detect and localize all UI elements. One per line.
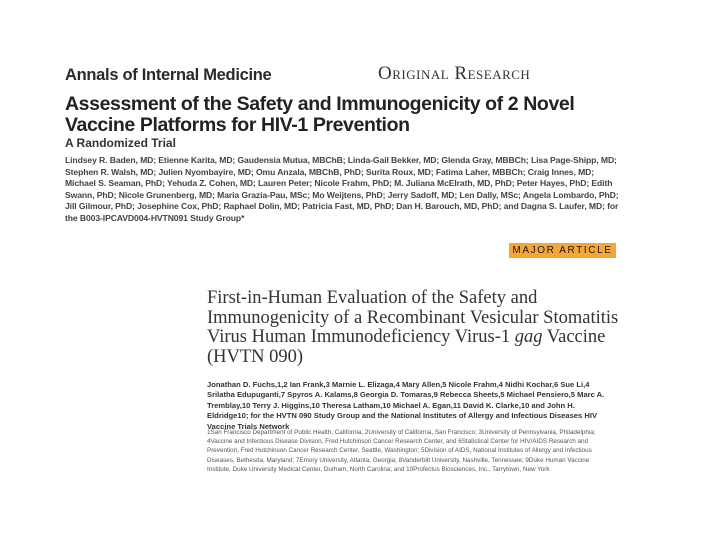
article-subtitle-1: A Randomized Trial <box>65 136 176 150</box>
journal-name: Annals of Internal Medicine <box>65 66 272 84</box>
article-title-2: First-in-Human Evaluation of the Safety and Immunogenicity of a Recombinant Vesicular Stomatitis Virus Human Immunodeficiency Virus-1 gag Vaccine (HVTN 090) <box>207 288 619 367</box>
author-list-1: Lindsey R. Baden, MD; Etienne Karita, MD; Gaudensia Mutua, MBChB; Linda-Gail Bekker, MD; Glenda Gray, MBBCh; Lisa Page-Shipp, MD; Stephen R. Walsh, MD; Julien Nyombayire, MD; Omu Anzala, MBChB, PhD; Surita Roux, MD; Fatima Laher, MBBCh; Craig Innes, MD; Michael S. Seaman, PhD; Yehuda Z. Cohen, MD; Lauren Peter; Nicole Frahm, PhD; M. Juliana McElrath, MD, PhD; Peter Hayes, PhD; Edith Swann, PhD; Nicole Grunenberg, MD; Maria Grazia-Pau, MSc; Mo Weijtens, PhD; Jerry Sadoff, MD; Len Dally, MSc; Angela Lombardo, PhD; Jill Gilmour, PhD; Josephine Cox, PhD; Raphael Dolin, MD; Patricia Fast, MD, PhD; Dan H. Barouch, MD, PhD; and Dagna S. Laufer, MD; for the B003-IPCAVD004-HVTN091 Study Group* <box>65 155 619 223</box>
section-label: Original Research <box>378 63 531 84</box>
author-list-2: Jonathan D. Fuchs,1,2 Ian Frank,3 Marnie L. Elizaga,4 Mary Allen,5 Nicole Frahm,4 Nidhi Kochar,6 Sue Li,4 Srilatha Edupuganti,7 Spyros A. Kalams,8 Georgia D. Tomaras,9 Rebecca Sheets,5 Michael Pensiero,5 Marc A. Tremblay,10 Terry J. Higgins,10 Theresa Latham,10 Michael A. Egan,11 David K. Clarke,10 and John H. Eldridge10; for the HVTN 090 Study Group and the National Institutes of Allergy and Infectious Diseases HIV Vaccine Trials Network <box>207 380 605 431</box>
article-title-1: Assessment of the Safety and Immunogenicity of 2 Novel Vaccine Platforms for HIV-1 Prevention <box>65 93 575 136</box>
major-article-badge: MAJOR ARTICLE <box>509 243 616 258</box>
affiliations-2: 1San Francisco Department of Public Health, California; 2University of California, San Francisco; 3University of Pennsylvania, Philadelphia; 4Vaccine and Infectious Disease Division, Fred Hutchinson Cancer Research Center, and 6Statistical Center for HIV/AIDS Research and Prevention, Fred Hutchinson Cancer Research Center, Seattle, Washington; 5Division of AIDS, National Institutes of Allergy and Infectious Diseases, Bethesda, Maryland; 7Emory University, Atlanta, Georgia; 8Vanderbilt University, Nashville, Tennessee; 9Duke Human Vaccine Institute, Duke University Medical Center, Durham, North Carolina; and 10Profectus Biosciences, Inc., Tarrytown, New York <box>207 429 596 473</box>
